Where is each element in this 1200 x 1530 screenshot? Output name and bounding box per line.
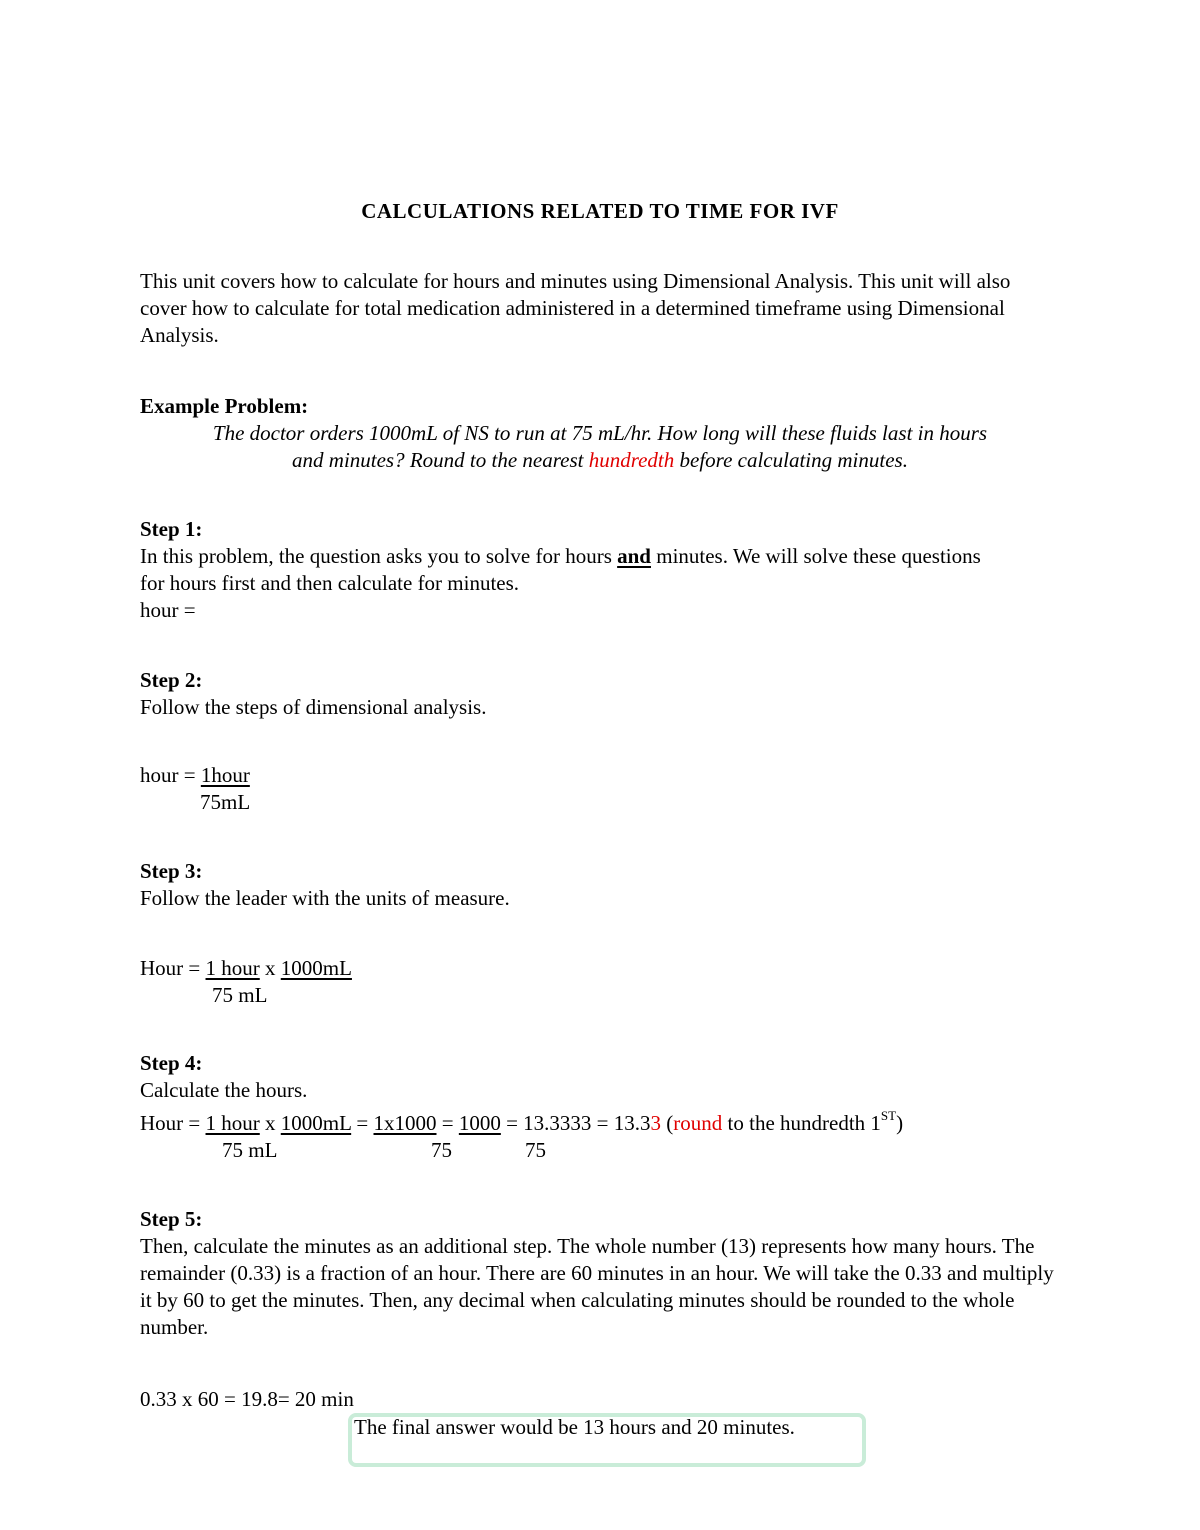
final-answer-text: The final answer would be 13 hours and 20 minutes. <box>354 1415 795 1439</box>
step4-eq-times: x <box>259 1111 281 1135</box>
step2-eq-denominator: 75mL <box>200 790 251 814</box>
example-line-2-post: before calculating minutes. <box>674 448 908 472</box>
step5-heading: Step 5: <box>140 1207 203 1231</box>
example-hundredth-word: hundredth <box>588 448 675 472</box>
step1-text-pre: In this problem, the question asks you to solve for hours <box>140 544 618 568</box>
step2-equation <box>140 762 250 789</box>
step4-eq-paren-rest: to the hundredth 1 <box>722 1111 881 1135</box>
step4-eq-equals1: = <box>351 1111 374 1135</box>
step5-equation: 0.33 x 60 = 19.8= 20 min <box>140 1387 354 1411</box>
step4-eq-equals2: = <box>436 1111 459 1135</box>
step4-eq-num3: 1x1000 <box>373 1111 437 1135</box>
step2-eq-numerator: 1hour <box>200 763 250 787</box>
step2-heading: Step 2: <box>140 668 203 692</box>
step3-text: Follow the leader with the units of measure. <box>140 886 510 910</box>
document-title: CALCULATIONS RELATED TO TIME FOR IVF <box>361 199 839 223</box>
step3-eq-num2: 1000mL <box>280 956 352 980</box>
step1-and-underlined: and <box>617 544 651 568</box>
step4-eq-left: Hour = <box>140 1111 206 1135</box>
step3-eq-times: x <box>259 956 281 980</box>
step3-eq-left: Hour = <box>140 956 206 980</box>
example-heading: Example Problem: <box>140 394 309 418</box>
step4-eq-result: = 13.3333 = 13.3 <box>500 1111 651 1135</box>
step4-eq-den4: 75 <box>525 1138 546 1162</box>
step3-eq-den1: 75 mL <box>212 983 268 1007</box>
step3-equation <box>140 955 352 982</box>
step4-eq-superscript: ST <box>880 1108 897 1123</box>
step4-eq-paren-open: ( <box>661 1111 674 1135</box>
step1-heading: Step 1: <box>140 517 203 541</box>
step4-eq-den3: 75 <box>431 1138 452 1162</box>
intro-paragraph: This unit covers how to calculate for hours and minutes using Dimensional Analysis. This unit will also cover how to calculate for total medication administered in a determined timeframe using Dimensional Analysis. <box>140 269 1011 347</box>
step2-eq-left: hour = <box>140 763 201 787</box>
step5-text: Then, calculate the minutes as an additional step. The whole number (13) represents how many hours. The remainder (0.33) is a fraction of an hour. There are 60 minutes in an hour. We will take the 0.33 and multiply it by 60 to get the minutes. Then, any decimal when calculating minutes should be rounded to the whole number. <box>140 1234 1054 1339</box>
step4-equation <box>140 1110 903 1139</box>
step4-text: Calculate the hours. <box>140 1078 308 1102</box>
step4-eq-num4: 1000 <box>458 1111 501 1135</box>
example-line-2 <box>140 447 1060 474</box>
step4-eq-num1: 1 hour <box>205 1111 260 1135</box>
step4-eq-paren-close: ) <box>896 1111 904 1135</box>
step4-eq-round-word: round <box>673 1111 723 1135</box>
step1-equation: hour = <box>140 598 196 622</box>
example-line-2-pre: and minutes? Round to the nearest <box>292 448 589 472</box>
step4-eq-den1: 75 mL <box>222 1138 278 1162</box>
step1-text <box>140 543 1010 597</box>
step4-eq-num2: 1000mL <box>280 1111 352 1135</box>
step1-text-post: minutes. We will solve these questions for hours first and then calculate for minutes. <box>140 544 981 595</box>
example-line-1: The doctor orders 1000mL of NS to run at 75 mL/hr. How long will these fluids last in hours <box>212 421 988 445</box>
step4-heading: Step 4: <box>140 1051 203 1075</box>
step3-heading: Step 3: <box>140 859 203 883</box>
step3-eq-num1: 1 hour <box>205 956 260 980</box>
step4-eq-red-digit: 3 <box>650 1111 662 1135</box>
step2-text: Follow the steps of dimensional analysis. <box>140 695 487 719</box>
